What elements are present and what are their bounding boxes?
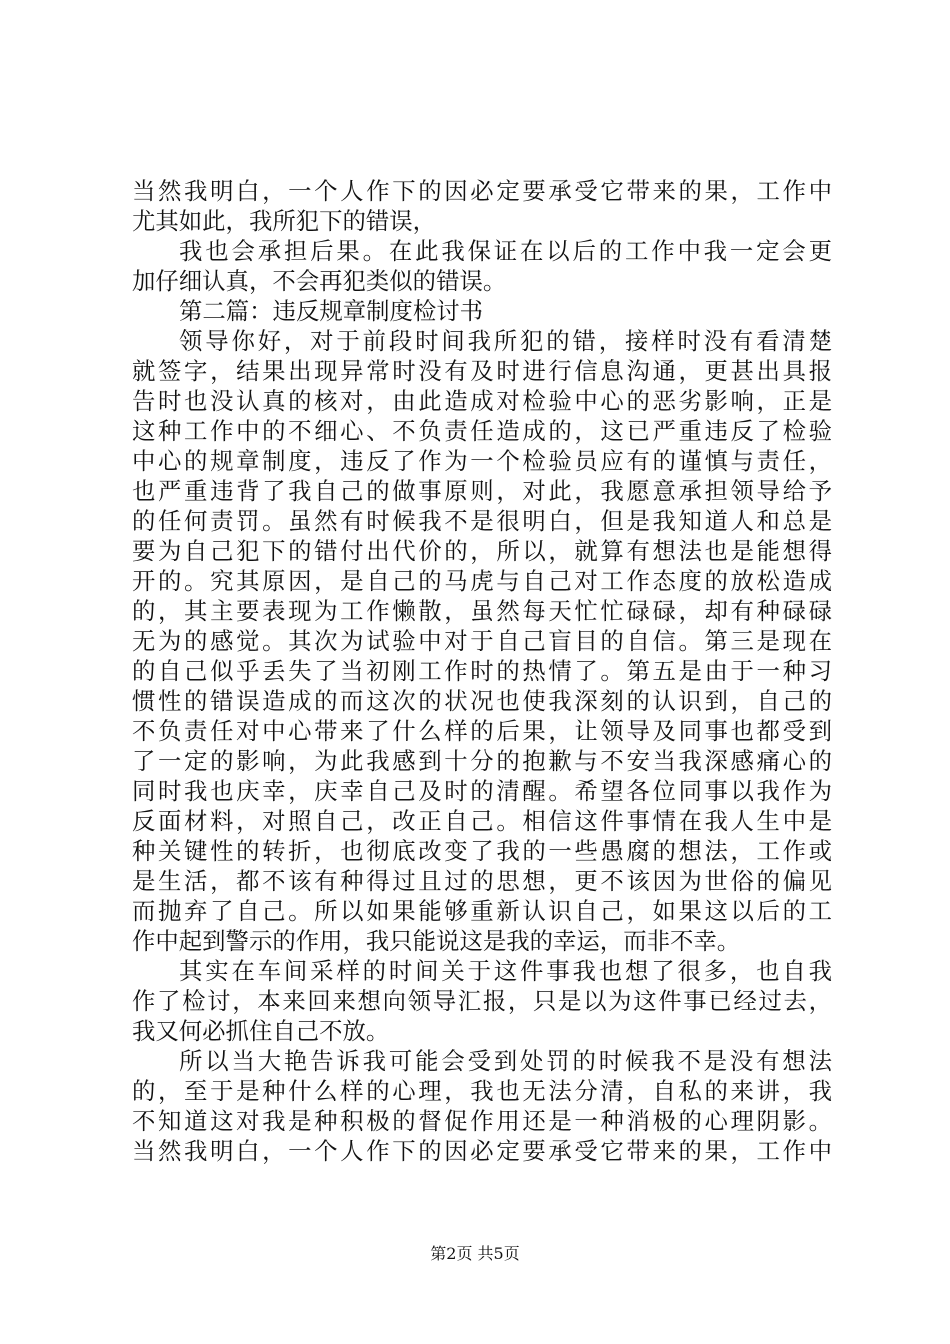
text-line: 加仔细认真，不会再犯类似的错误。 xyxy=(132,267,507,295)
text-line: 种关键性的转折，也彻底改变了我的一些愚腐的想法，工作或 xyxy=(132,837,832,865)
text-line: 就签字，结果出现异常时没有及时进行信息沟通，更甚出具报 xyxy=(132,357,832,385)
text-line: 当然我明白，一个人作下的因必定要承受它带来的果，工作中 xyxy=(132,177,832,205)
text-line: 尤其如此，我所犯下的错误， xyxy=(132,207,437,235)
text-line: 同时我也庆幸，庆幸自己及时的清醒。希望各位同事以我作为 xyxy=(132,777,832,805)
text-line: 反面材料，对照自己，改正自己。相信这件事情在我人生中是 xyxy=(132,807,832,835)
text-line: 告时也没认真的核对，由此造成对检验中心的恶劣影响，正是 xyxy=(132,387,832,415)
text-line: 是生活，都不该有种得过且过的思想，更不该因为世俗的偏见 xyxy=(132,867,832,895)
text-line: 中心的规章制度，违反了作为一个检验员应有的谨慎与责任， xyxy=(132,447,832,475)
text-line: 不知道这对我是种积极的督促作用还是一种消极的心理阴影。 xyxy=(132,1107,832,1135)
text-line: 第二篇：违反规章制度检讨书 xyxy=(179,297,484,325)
text-line: 也严重违背了我自己的做事原则，对此，我愿意承担领导给予 xyxy=(132,477,832,505)
text-line: 这种工作中的不细心、不负责任造成的，这已严重违反了检验 xyxy=(132,417,832,445)
text-line: 要为自己犯下的错付出代价的，所以，就算有想法也是能想得 xyxy=(132,537,832,565)
text-line: 我又何必抓住自己不放。 xyxy=(132,1017,390,1045)
text-line: 作了检讨，本来回来想向领导汇报，只是以为这件事已经过去， xyxy=(132,987,832,1015)
text-line: 无为的感觉。其次为试验中对于自己盲目的自信。第三是现在 xyxy=(132,627,832,655)
text-line: 不负责任对中心带来了什么样的后果，让领导及同事也都受到 xyxy=(132,717,832,745)
text-line: 领导你好，对于前段时间我所犯的错，接样时没有看清楚 xyxy=(179,327,832,355)
text-line: 其实在车间采样的时间关于这件事我也想了很多，也自我 xyxy=(179,957,832,985)
text-line: 的自己似乎丢失了当初刚工作时的热情了。第五是由于一种习 xyxy=(132,657,832,685)
text-line: 的任何责罚。虽然有时候我不是很明白，但是我知道人和总是 xyxy=(132,507,832,535)
page-footer: 第2页 共5页 xyxy=(430,1244,520,1263)
text-line: 的，至于是种什么样的心理，我也无法分清，自私的来讲，我 xyxy=(132,1077,832,1105)
text-line: 所以当大艳告诉我可能会受到处罚的时候我不是没有想法 xyxy=(179,1047,832,1075)
text-line: 作中起到警示的作用，我只能说这是我的幸运，而非不幸。 xyxy=(132,927,741,955)
text-line: 我也会承担后果。在此我保证在以后的工作中我一定会更 xyxy=(179,237,832,265)
document-body xyxy=(132,176,832,1166)
text-line: 的，其主要表现为工作懒散，虽然每天忙忙碌碌，却有种碌碌 xyxy=(132,597,832,625)
text-line: 了一定的影响，为此我感到十分的抱歉与不安当我深感痛心的 xyxy=(132,747,832,775)
text-line: 开的。究其原因，是自己的马虎与自己对工作态度的放松造成 xyxy=(132,567,832,595)
text-line: 惯性的错误造成的而这次的状况也使我深刻的认识到，自己的 xyxy=(132,687,832,715)
text-line: 当然我明白，一个人作下的因必定要承受它带来的果，工作中 xyxy=(132,1137,832,1165)
text-line: 而抛弃了自己。所以如果能够重新认识自己，如果这以后的工 xyxy=(132,897,832,925)
